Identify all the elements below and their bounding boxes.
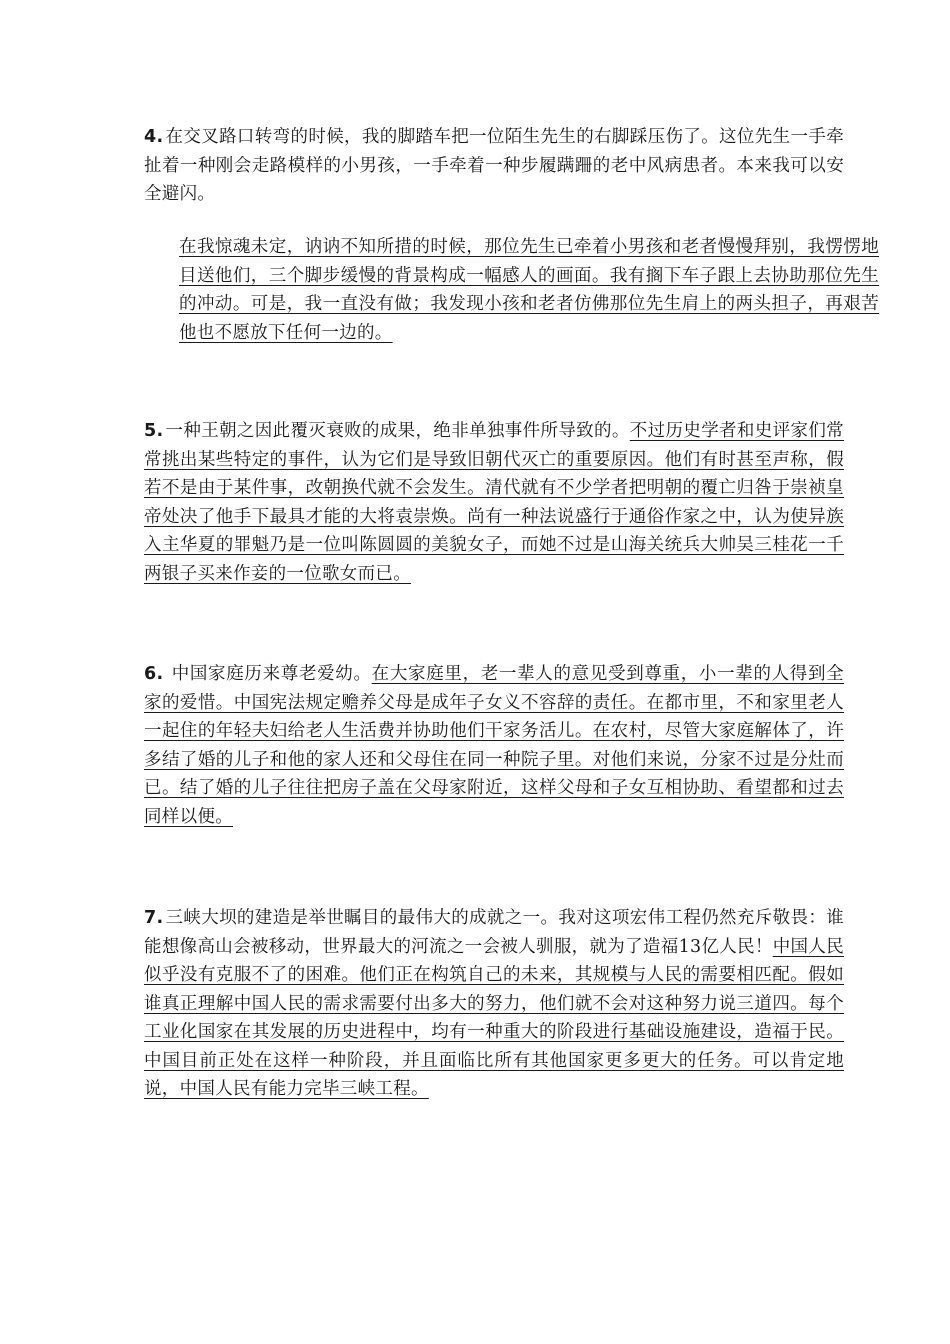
section-4-number: 4.	[144, 127, 164, 147]
section-4-answer-text: 在我惊魂未定，讷讷不知所措的时候，那位先生已牵着小男孩和老者慢慢拜别，我愣愣地目送他们，三个脚步缓慢的背景构成一幅感人的画面。我有搁下车子跟上去协助那位先生的冲动。可是，我一直没有做；我发现小孩和老者仿佛那位先生肩上的两头担子，再艰苦他也不愿放下任何一边的。	[179, 237, 879, 343]
section-6-answer-text: 在大家庭里，老一辈人的意见受到尊重，小一辈的人得到全家的爱惜。中国宪法规定赡养父母是成年子女义不容辞的责任。在都市里，不和家里老人一起住的年轻夫妇给老人生活费并协助他们干家务活儿。在农村，尽管大家庭解体了，许多结了婚的儿子和他的家人还和父母住在同一种院子里。对他们来说，分家不过是分灶而已。结了婚的儿子往往把房子盖在父母家附近，这样父母和子女互相协助、看望都和过去同样以便。	[144, 664, 844, 827]
section-4-question-text: 在交叉路口转弯的时候，我的脚踏车把一位陌生先生的右脚踩压伤了。这位先生一手牵扯着一种刚会走路模样的小男孩，一手牵着一种步履蹒跚的老中风病患者。本来我可以安全避闪。	[144, 127, 844, 204]
section-6-number: 6.	[144, 664, 164, 684]
section-5-answer-text: 不过历史学者和史评家们常常挑出某些特定的事件，认为它们是导致旧朝代灭亡的重要原因。他们有时甚至声称，假若不是由于某件事，改朝换代就不会发生。清代就有不少学者把明朝的覆亡归咎于崇祯皇帝处决了他手下最具才能的大将袁崇焕。尚有一种法说盛行于通俗作家之中，认为使异族入主华夏的罪魁乃是一位叫陈圆圆的美貌女子，而她不过是山海关统兵大帅吴三桂花一千两银子买来作妾的一位歌女而已。	[144, 421, 844, 584]
section-7	[144, 904, 844, 1104]
section-5-number: 5.	[144, 421, 164, 441]
section-4-question	[144, 123, 844, 209]
section-5	[144, 417, 844, 588]
section-7-number: 7.	[144, 908, 164, 928]
section-5-lead: 一种王朝之因此覆灭衰败的成果，绝非单独事件所导致的。	[165, 421, 630, 441]
section-4-answer	[144, 233, 879, 347]
section-7-answer-text: 中国人民似乎没有克服不了的困难。他们正在构筑自己的未来，其规模与人民的需要相匹配。假如谁真正理解中国人民的需求需要付出多大的努力，他们就不会对这种努力说三道四。每个工业化国家在其发展的历史进程中，均有一种重大的阶段进行基础设施建设，造福于民。中国目前正处在这样一种阶段，并且面临比所有其他国家更多更大的任务。可以肯定地说，中国人民有能力完毕三峡工程。	[144, 936, 844, 1099]
section-7-lead: 三峡大坝的建造是举世瞩目的最伟大的成就之一。我对这项宏伟工程仍然充斥敬畏：谁能想像高山会被移动，世界最大的河流之一会被人驯服，就为了造福13亿人民！	[144, 908, 844, 957]
section-6-lead: 中国家庭历来尊老爱幼。	[171, 664, 372, 684]
section-6	[144, 660, 844, 831]
